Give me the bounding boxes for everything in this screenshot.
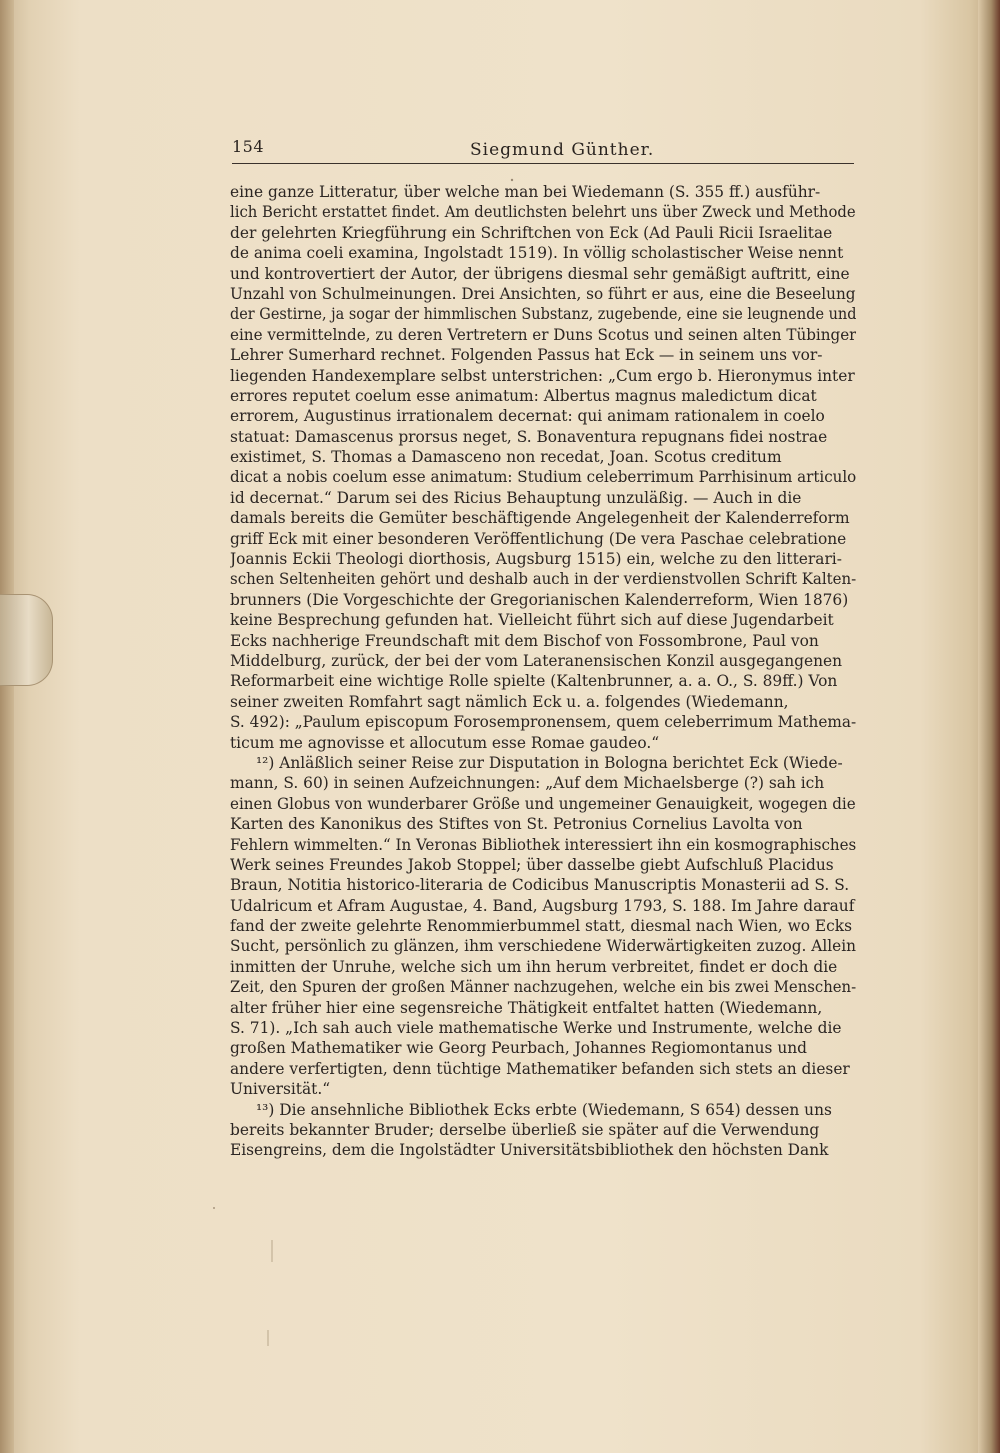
text-line: lich Bericht erstattet findet. Am deutlichsten belehrt uns über Zweck und Methode [230,203,856,222]
text-line: Middelburg, zurück, der bei der vom Lateranensischen Konzil ausgegangenen [230,651,843,670]
text-line: und kontrovertiert der Autor, der übrigens diesmal sehr gemäßigt auftritt, eine [230,264,850,283]
text-line: liegenden Handexemplare selbst unterstrichen: „Cum ergo b. Hieronymus inter [230,366,855,385]
text-line: Fehlern wimmelten.“ In Veronas Bibliothek interessiert ihn ein kosmographisches [230,835,856,854]
text-line: errores reputet coelum esse animatum: Albertus magnus maledictum dicat [230,386,817,405]
text-line: de anima coeli examina, Ingolstadt 1519). In völlig scholastischer Weise nennt [230,244,844,263]
text-line: Karten des Kanonikus des Stiftes von St. Petronius Cornelius Lavolta von [230,815,803,834]
text-line: eine vermittelnde, zu deren Vertretern er Duns Scotus und seinen alten Tübinger [230,325,856,344]
text-line: existimet, S. Thomas a Damasceno non recedat, Joan. Scotus creditum [230,448,782,467]
text-line: griff Eck mit einer besonderen Veröffentlichung (De vera Paschae celebratione [230,529,847,548]
text-line: seiner zweiten Romfahrt sagt nämlich Eck u. a. folgendes (Wiedemann, [230,692,789,711]
text-line: keine Besprechung gefunden hat. Vielleicht führt sich auf diese Jugendarbeit [230,611,834,630]
text-line: einen Globus von wunderbarer Größe und ungemeiner Genauigkeit, wogegen die [230,794,856,813]
text-line: id decernat.“ Darum sei des Ricius Behauptung unzuläßig. — Auch in die [230,488,802,507]
text-line: andere verfertigten, denn tüchtige Mathematiker befanden sich stets an dieser [230,1059,850,1078]
text-line: S. 492): „Paulum episcopum Forosempronensem, quem celeberrimum Mathema- [230,713,856,732]
text-line: Sucht, persönlich zu glänzen, ihm verschiedene Widerwärtigkeiten zuzog. Allein [230,937,856,956]
text-line: großen Mathematiker wie Georg Peurbach, Johannes Regiomontanus und [230,1039,808,1058]
text-line: Reformarbeit eine wichtige Rolle spielte (Kaltenbrunner, a. a. O., S. 89ff.) Von [230,672,838,691]
text-line: ticum me agnovisse et allocutum esse Romae gaudeo.“ [230,733,660,752]
text-line: Unzahl von Schulmeinungen. Drei Ansichten, so führt er aus, eine die Beseelung [230,284,856,303]
footnote-12-start: ¹²) Anläßlich seiner Reise zur Disputation in Bologna berichtet Eck (Wiede- [256,753,843,772]
text-line: Lehrer Sumerhard rechnet. Folgenden Passus hat Eck — in seinem uns vor- [230,346,823,365]
text-line: mann, S. 60) in seinen Aufzeichnungen: „Auf dem Michaelsberge (?) sah ich [230,774,825,793]
text-line: der gelehrten Kriegführung ein Schriftchen von Eck (Ad Pauli Ricii Israelitae [230,223,833,242]
text-line: Braun, Notitia historico-literaria de Codicibus Manuscriptis Monasterii ad S. S. [230,876,850,895]
text-line: statuat: Damascenus prorsus neget, S. Bonaventura repugnans fidei nostrae [230,427,828,446]
text-line: inmitten der Unruhe, welche sich um ihn herum verbreitet, findet er doch die [230,957,838,976]
text-line: Joannis Eckii Theologi diorthosis, Augsburg 1515) ein, welche zu den litterari- [230,550,842,569]
text-line: bereits bekannter Bruder; derselbe überließ sie später auf die Verwendung [230,1120,820,1139]
text-line: Zeit, den Spuren der großen Männer nachzugehen, welche ein bis zwei Menschen- [230,978,856,997]
text-line: Werk seines Freundes Jakob Stoppel; über dasselbe giebt Aufschluß Placidus [230,855,834,874]
text-line: der Gestirne, ja sogar der himmlischen Substanz, zugebende, eine sie leugnende und [230,305,856,324]
text-line: errorem, Augustinus irrationalem decernat: qui animam rationalem in coelo [230,407,825,426]
text-line: damals bereits die Gemüter beschäftigende Angelegenheit der Kalenderreform [230,509,850,528]
text-line: fand der zweite gelehrte Renommierbummel statt, diesmal nach Wien, wo Ecks [230,917,852,936]
text-line: Eisengreins, dem die Ingolstädter Universitätsbibliothek den höchsten Dank [230,1141,829,1160]
text-line: Universität.“ [230,1080,331,1099]
text-line: brunners (Die Vorgeschichte der Gregorianischen Kalenderreform, Wien 1876) [230,590,849,609]
text-line: Udalricum et Afram Augustae, 4. Band, Augsburg 1793, S. 188. Im Jahre darauf [230,896,855,915]
text-line: S. 71). „Ich sah auch viele mathematische Werke und Instrumente, welche die [230,1019,842,1038]
text-line: Ecks nachherige Freundschaft mit dem Bischof von Fossombrone, Paul von [230,631,819,650]
text-line: schen Seltenheiten gehört und deshalb auch in der verdienstvollen Schrift Kalten- [230,570,856,589]
page-number: 154 [232,137,265,156]
text-line: dicat a nobis coelum esse animatum: Studium celeberrimum Parrhisinum articulo [230,468,856,487]
text-line: eine ganze Litteratur, über welche man bei Wiedemann (S. 355 ff.) ausführ- [230,183,821,201]
text-line: alter früher hier eine segensreiche Thätigkeit entfaltet hatten (Wiedemann, [230,998,823,1017]
running-head: Siegmund Günther. [470,140,655,160]
footnote-13-start: ¹³) Die ansehnliche Bibliothek Ecks erbte (Wiedemann, S 654) dessen uns [256,1100,832,1119]
